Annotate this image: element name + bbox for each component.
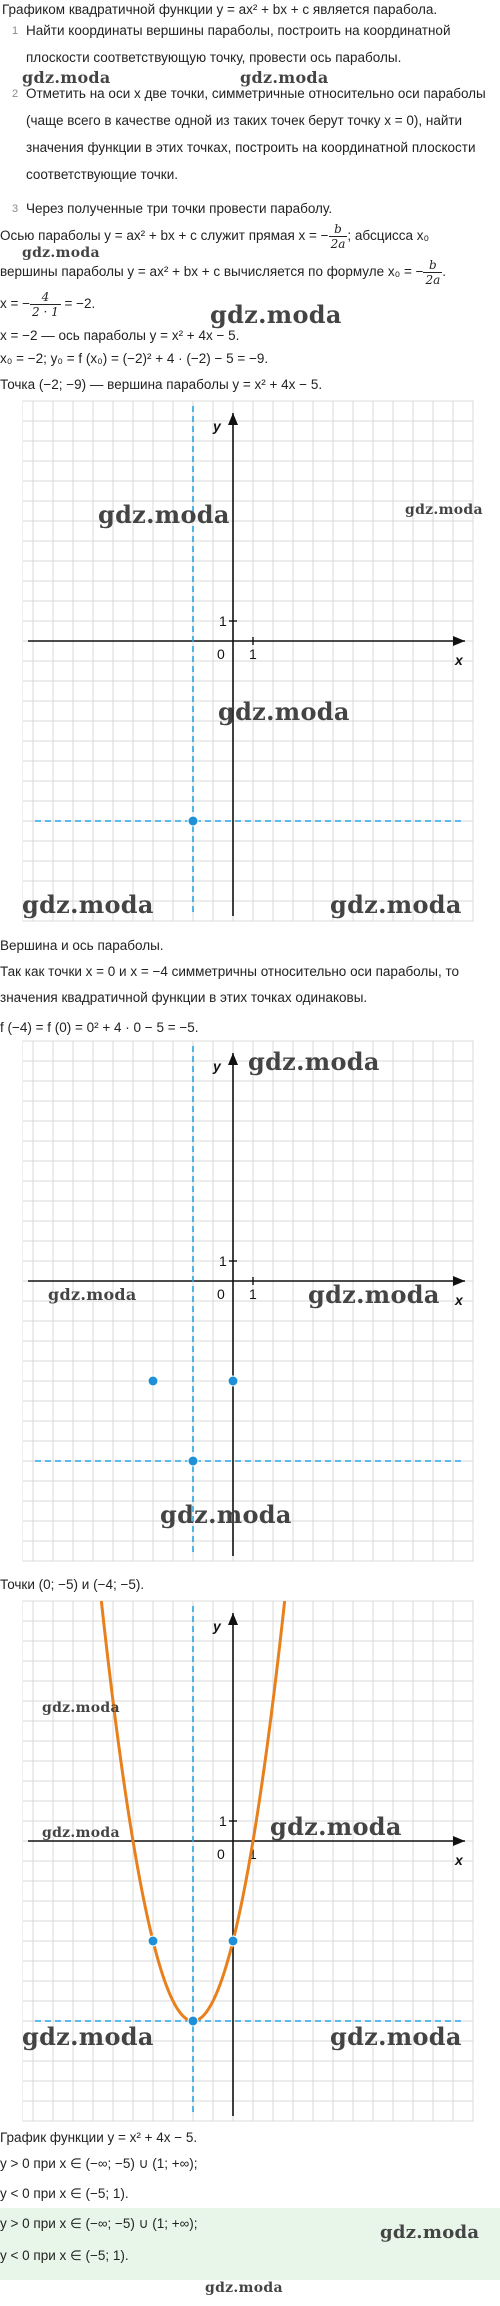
step-text: значения функции в этих точках, построить на координатной плоскости [26,140,476,155]
caption-graph: График функции y = x² + 4x − 5. [0,2130,198,2145]
watermark: gdz.moda [22,890,154,919]
y-axis-label: y [213,1618,221,1634]
y-tick-label: 1 [219,613,227,629]
watermark: gdz.moda [308,1280,440,1309]
y-axis-arrow [228,413,238,425]
origin-label: 0 [217,1846,225,1862]
symmetry-text: значения квадратичной функции в этих точках одинаковы. [0,990,368,1005]
caption-vertex: Вершина и ось параболы. [0,938,164,953]
step-text: Найти координаты вершины параболы, построить на координатной [26,23,451,38]
answer-negative-final: y < 0 при x ∈ (−5; 1). [0,2248,129,2263]
y0-calc: x₀ = −2; y₀ = f (x₀) = (−2)² + 4 · (−2) − 5 = −9. [0,351,269,366]
caption-points: Точки (0; −5) и (−4; −5). [0,1577,145,1592]
x-axis-arrow [453,1836,465,1846]
step-text: Отметить на оси x две точки, симметричные относительно оси параболы [26,86,486,101]
watermark: gdz.moda [22,245,100,261]
watermark: gdz.moda [248,1047,380,1076]
watermark: gdz.moda [405,502,483,518]
data-point [228,1936,238,1946]
x-tick-label: 1 [249,646,257,662]
data-point [228,1376,238,1386]
x-axis-label: x [455,652,463,668]
watermark: gdz.moda [210,300,342,329]
watermark: gdz.moda [380,2222,480,2243]
origin-label: 0 [217,646,225,662]
axis-rule: Осью параболы y = ax² + bx + c служит прямая x = − $\frac{b}{2a}$ ; абсцисса x₀ [0,222,430,251]
vertex-rule: вершины параболы y = ax² + bx + c вычисляется по формуле x₀ = − $\frac{b}{2a}$ . [0,258,447,287]
watermark: gdz.moda [98,500,230,529]
x-tick-label: 1 [249,1286,257,1302]
answer-negative: y < 0 при x ∈ (−5; 1). [0,2186,129,2201]
step-text: плоскости соответствующую точку, провести ось параболы. [26,50,402,65]
watermark: gdz.moda [22,68,111,87]
watermark: gdz.moda [42,1700,120,1716]
calc-x0: x = − $\frac{4}{2 \cdot 1}$ = −2. [0,290,96,319]
x-tick-label: 1 [249,1846,257,1862]
graph-vertex-axis [22,400,474,922]
step-number: 2 [12,88,19,100]
data-point [188,2016,198,2026]
watermark: gdz.moda [330,2022,462,2051]
y-axis-arrow [228,1053,238,1065]
watermark: gdz.moda [160,1500,292,1529]
watermark: gdz.moda [218,697,350,726]
symmetry-text: Так как точки x = 0 и x = −4 симметричны относительно оси параболы, то [0,964,460,979]
x-axis-arrow [453,636,465,646]
origin-label: 0 [217,1286,225,1302]
x-axis-label: x [455,1852,463,1868]
data-point [188,1456,198,1466]
axis-result: x = −2 — ось параболы y = x² + 4x − 5. [0,328,240,343]
watermark: gdz.moda [22,2022,154,2051]
x-axis-label: x [455,1292,463,1308]
step-text: (чаще всего в качестве одной из таких точек берут точку x = 0), найти [26,113,463,128]
vertex-point: Точка (−2; −9) — вершина параболы y = x² + 4x − 5. [0,377,323,392]
y-axis-label: y [213,418,221,434]
f-values: f (−4) = f (0) = 0² + 4 · 0 − 5 = −5. [0,1020,199,1035]
data-point [148,1936,158,1946]
watermark: gdz.moda [240,68,329,87]
y-tick-label: 1 [219,1253,227,1269]
x-axis-arrow [453,1276,465,1286]
watermark: gdz.moda [330,890,462,919]
watermark: gdz.moda [42,1825,120,1841]
watermark: gdz.moda [205,2280,283,2296]
step-number: 3 [12,203,19,215]
step-text: соответствующие точки. [26,167,178,182]
answer-positive-final: y > 0 при x ∈ (−∞; −5) ∪ (1; +∞); [0,2216,198,2231]
data-point [188,816,198,826]
intro-line: Графиком квадратичной функции y = ax² + bx + c является парабола. [2,2,438,17]
y-tick-label: 1 [219,1813,227,1829]
watermark: gdz.moda [270,1812,402,1841]
y-axis-arrow [228,1613,238,1625]
y-axis-label: y [213,1058,221,1074]
watermark: gdz.moda [48,1285,137,1304]
step-text: Через полученные три точки провести параболу. [26,201,333,216]
data-point [148,1376,158,1386]
step-number: 1 [12,25,19,37]
answer-positive: y > 0 при x ∈ (−∞; −5) ∪ (1; +∞); [0,2156,198,2171]
